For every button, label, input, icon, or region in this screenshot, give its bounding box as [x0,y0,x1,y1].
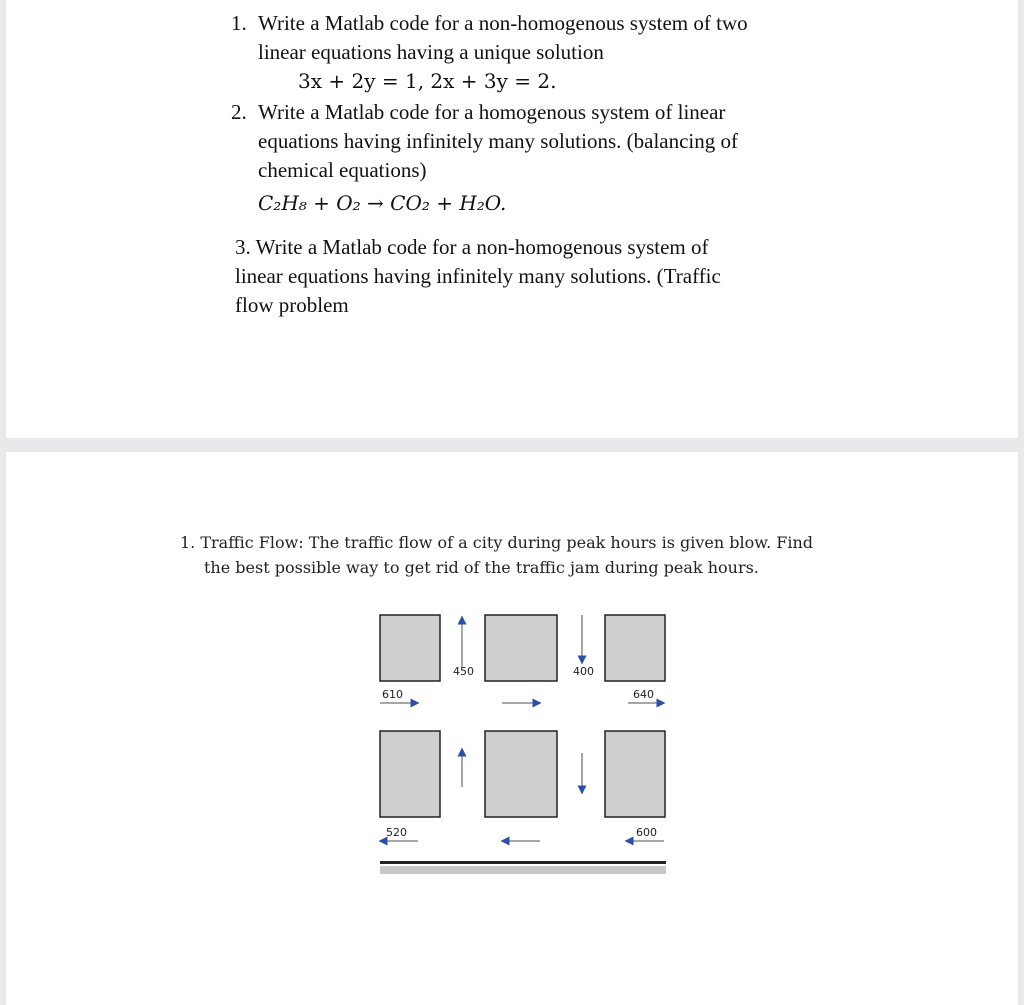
traffic-flow-line-1-text: Traffic Flow: The traffic flow of a city during peak hours is given blow. Find [200,533,813,552]
traffic-flow-line-2: the best possible way to get rid of the traffic jam during peak hours. [204,558,759,577]
question-2-number: 2. [231,100,247,124]
question-1-line-2: linear equations having a unique solution [258,40,604,64]
question-2-line-3: chemical equations) [258,158,427,182]
question-3-line-1: 3. Write a Matlab code for a non-homogenous system of [235,235,709,259]
block-top-right [605,615,665,681]
bottom-road-shade [380,866,666,874]
traffic-flow-number: 1. [180,533,196,552]
question-3-line-2: linear equations having infinitely many solutions. (Traffic [235,264,721,288]
label-640: 640 [633,688,654,701]
question-2 [231,98,738,218]
question-1-line-1: Write a Matlab code for a non-homogenous system of two [258,11,748,35]
traffic-flow-line-1 [180,530,813,555]
question-2-equation: C₂H₈ + O₂ → CO₂ + H₂O. [258,191,507,215]
block-top-left [380,615,440,681]
block-bottom-left [380,731,440,817]
question-3-line-3: flow problem [235,293,349,317]
label-450: 450 [453,665,474,678]
bottom-road-line [380,861,666,864]
question-1 [231,9,748,96]
label-610: 610 [382,688,403,701]
label-600: 600 [636,826,657,839]
traffic-diagram [370,605,680,885]
question-3 [235,233,721,320]
block-bottom-right [605,731,665,817]
traffic-flow-text [180,530,813,580]
question-2-line-2: equations having infinitely many solutions. (balancing of [258,129,738,153]
block-bottom-middle [485,731,557,817]
block-top-middle [485,615,557,681]
question-2-line-1: Write a Matlab code for a homogenous system of linear [258,100,726,124]
label-400: 400 [573,665,594,678]
label-520: 520 [386,826,407,839]
question-1-number: 1. [231,11,247,35]
question-1-equation: 3x + 2y = 1, 2x + 3y = 2. [298,69,557,93]
